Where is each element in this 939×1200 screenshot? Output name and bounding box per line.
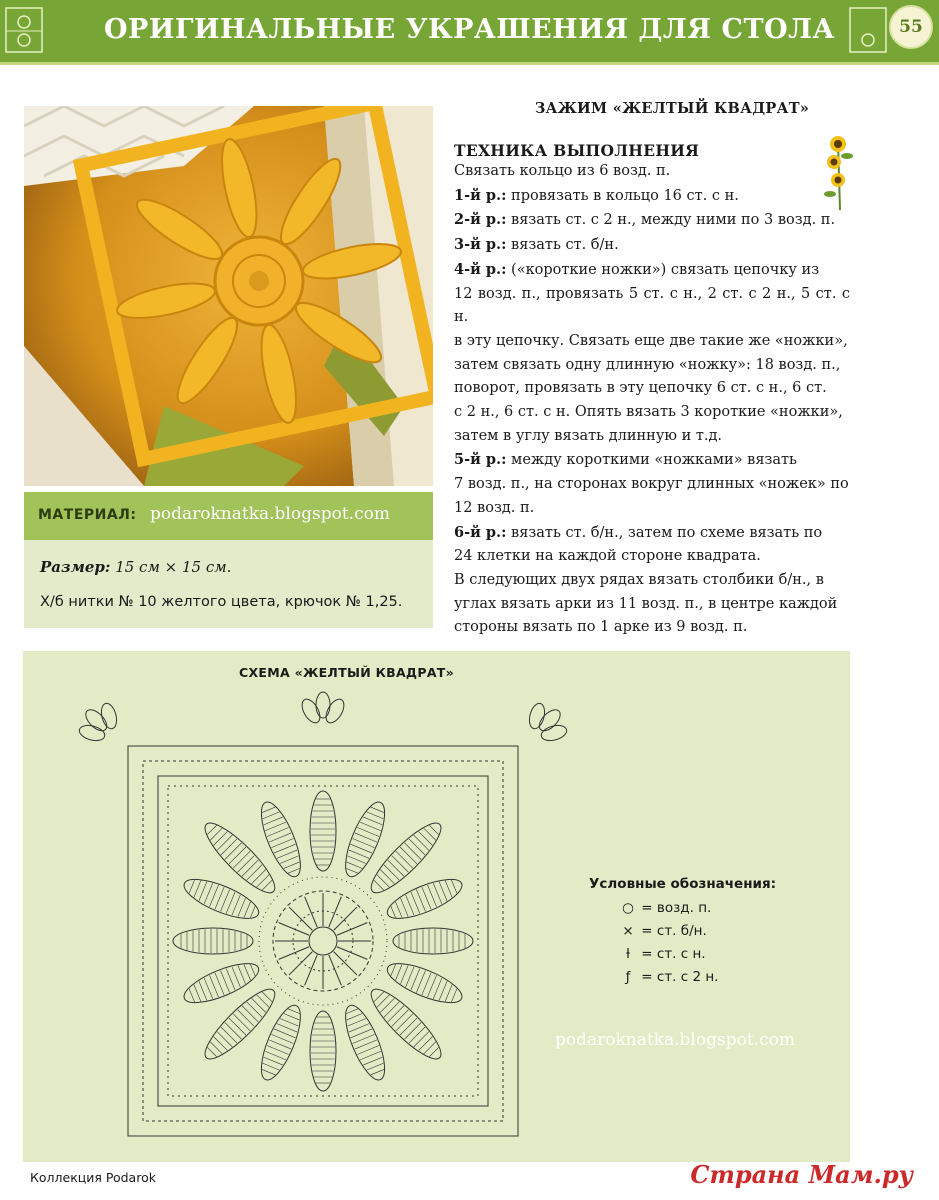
row-text: Связать кольцо из 6 возд. п. bbox=[454, 163, 671, 179]
instruction-line bbox=[454, 401, 850, 425]
instruction-line bbox=[454, 521, 850, 546]
crochet-diagram-icon bbox=[73, 691, 573, 1151]
instruction-line bbox=[454, 425, 850, 449]
row-text: («короткие ножки») связать цепочку из bbox=[506, 261, 820, 278]
size-value: 15 см × 15 см. bbox=[115, 558, 232, 576]
legend-text: = ст. с 2 н. bbox=[637, 969, 719, 985]
instruction-line bbox=[454, 184, 850, 209]
row-label: 4-й р.: bbox=[454, 260, 507, 278]
instruction-line bbox=[454, 354, 850, 378]
size-label: Размер: bbox=[40, 558, 111, 576]
legend-symbol: ○ bbox=[622, 900, 634, 916]
row-text: 7 возд. п., на сторонах вокруг длинных «ножек» по bbox=[454, 476, 849, 493]
instruction-line bbox=[454, 208, 850, 233]
instruction-line bbox=[454, 545, 850, 569]
technique-heading: ТЕХНИКА ВЫПОЛНЕНИЯ bbox=[454, 141, 700, 160]
watermark-text: podaroknatka.blogspot.com bbox=[150, 504, 390, 524]
footer-collection: Коллекция Podarok bbox=[30, 1170, 156, 1185]
product-photo bbox=[24, 106, 433, 486]
threads-line: Х/б нитки № 10 желтого цвета, крючок № 1,25. bbox=[40, 594, 403, 610]
page-number-badge: 55 bbox=[889, 5, 933, 49]
instruction-lines bbox=[454, 160, 850, 640]
recipe-title: ЗАЖИМ «ЖЕЛТЫЙ КВАДРАТ» bbox=[534, 100, 810, 117]
row-label: 3-й р.: bbox=[454, 236, 507, 254]
crochet-square-photo-icon bbox=[24, 106, 433, 486]
crochet-chart bbox=[23, 651, 850, 1162]
instruction-line bbox=[454, 497, 850, 521]
page-header bbox=[0, 0, 939, 65]
instruction-line bbox=[454, 330, 850, 354]
row-text: вязать ст. б/н. bbox=[506, 237, 619, 254]
row-text: стороны вязать по 1 арке из 9 возд. п. bbox=[454, 619, 748, 636]
watermark-text: podaroknatka.blogspot.com bbox=[555, 1030, 795, 1050]
row-text: затем связать одну длинную «ножку»: 18 возд. п., bbox=[454, 356, 841, 373]
legend-symbol: ƚ bbox=[626, 946, 630, 962]
row-text: 12 возд. п. bbox=[454, 499, 535, 516]
row-text: вязать ст. с 2 н., между ними по 3 возд. п. bbox=[506, 212, 836, 229]
row-text: 24 клетки на каждой стороне квадрата. bbox=[454, 548, 761, 565]
row-text: 12 возд. п., провязать 5 ст. с н., 2 ст. с 2 н., 5 ст. с н. bbox=[454, 285, 850, 326]
row-text: провязать в кольцо 16 ст. с н. bbox=[506, 187, 739, 204]
legend-text: = ст. с н. bbox=[637, 946, 706, 962]
row-label: 1-й р.: bbox=[454, 186, 507, 204]
material-label: МАТЕРИАЛ: bbox=[38, 507, 137, 523]
row-text: с 2 н., 6 ст. с н. Опять вязать 3 короткие «ножки», bbox=[454, 404, 843, 421]
row-text: поворот, провязать в эту цепочку 6 ст. с н., 6 ст. bbox=[454, 380, 827, 397]
legend bbox=[589, 876, 776, 992]
row-label: 6-й р.: bbox=[454, 523, 507, 541]
legend-row bbox=[589, 923, 776, 946]
legend-rows bbox=[589, 900, 776, 992]
legend-symbol: ƒ bbox=[625, 969, 631, 985]
legend-text: = ст. б/н. bbox=[637, 923, 707, 939]
row-text: затем в углу вязать длинную и т.д. bbox=[454, 427, 723, 444]
row-text: вязать ст. б/н., затем по схеме вязать по bbox=[506, 524, 823, 541]
instruction-line bbox=[454, 616, 850, 640]
instruction-line bbox=[454, 283, 850, 330]
legend-symbol: × bbox=[622, 923, 634, 939]
footer-site-logo: Страна Мам.ру bbox=[690, 1160, 913, 1189]
legend-text: = возд. п. bbox=[637, 900, 712, 916]
instruction-line bbox=[454, 593, 850, 617]
chart-title: СХЕМА «ЖЕЛТЫЙ КВАДРАТ» bbox=[239, 665, 454, 680]
material-box bbox=[24, 492, 433, 628]
legend-title: Условные обозначения: bbox=[589, 876, 777, 892]
legend-row bbox=[589, 900, 776, 923]
row-text: углах вязать арки из 11 возд. п., в центре каждой bbox=[454, 595, 838, 612]
row-text: в эту цепочку. Связать еще две такие же «ножки», bbox=[454, 332, 848, 349]
size-line bbox=[40, 558, 231, 576]
row-label: 2-й р.: bbox=[454, 211, 507, 229]
legend-row bbox=[589, 969, 776, 992]
instructions-column bbox=[454, 100, 850, 640]
instruction-line bbox=[454, 377, 850, 401]
page-title: ОРИГИНАЛЬНЫЕ УКРАШЕНИЯ ДЛЯ СТОЛА bbox=[104, 14, 835, 45]
instruction-line bbox=[454, 473, 850, 497]
header-right-ornament-icon bbox=[848, 4, 888, 56]
row-label: 5-й р.: bbox=[454, 451, 507, 469]
instruction-line bbox=[454, 233, 850, 258]
instruction-line bbox=[454, 160, 850, 184]
legend-row bbox=[589, 946, 776, 969]
row-text: В следующих двух рядах вязать столбики б/н., в bbox=[454, 571, 824, 588]
instruction-line bbox=[454, 448, 850, 473]
row-text: между короткими «ножками» вязать bbox=[506, 452, 797, 469]
instruction-line bbox=[454, 569, 850, 593]
instruction-line bbox=[454, 258, 850, 283]
